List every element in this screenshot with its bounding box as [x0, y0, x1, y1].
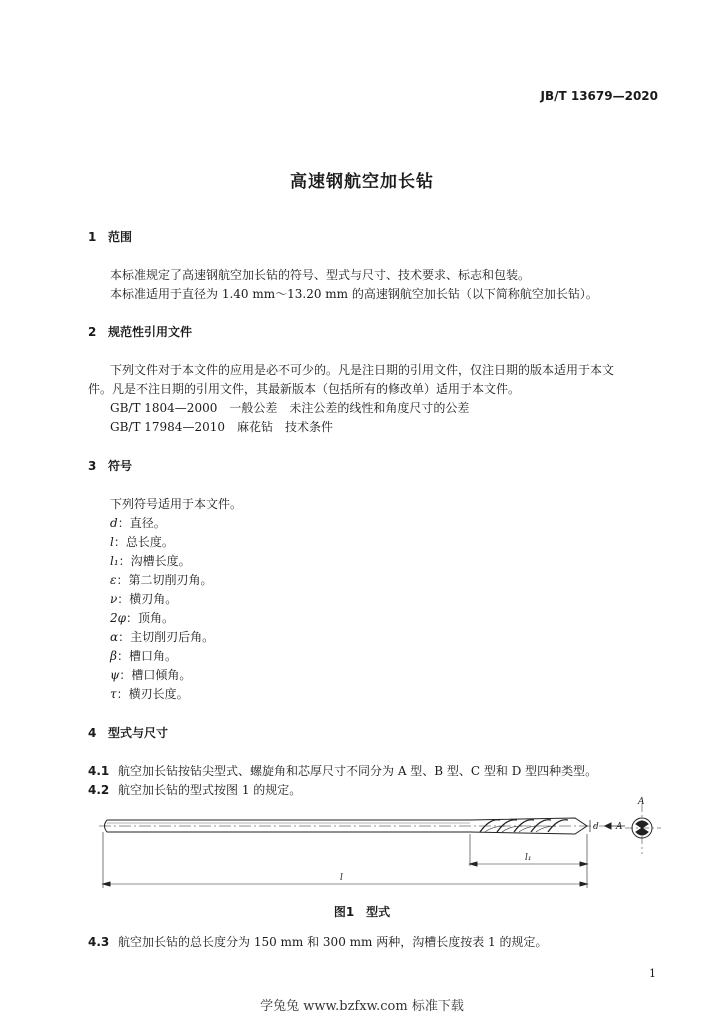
label-l: l [340, 873, 343, 883]
watermark-footer: 学兔兔 www.bzfxw.com 标准下载 [260, 999, 464, 1014]
symbol: 2φ [110, 611, 127, 625]
symbol-item [110, 533, 174, 550]
clause-number: 4.3 [88, 935, 110, 949]
symbol-description: ：横刃角。 [117, 592, 178, 606]
symbol: l₁ [110, 554, 119, 568]
paragraph: 本标准适用于直径为 1.40 mm～13.20 mm 的高速钢航空加长钻（以下简称航空加长钻）。 [110, 287, 598, 301]
clause-4-3 [88, 933, 547, 950]
drill-flute-shading [485, 826, 556, 832]
section-title: 型式与尺寸 [108, 726, 169, 740]
symbol-item [110, 609, 174, 626]
label-l1: l₁ [525, 853, 532, 863]
section-number: 4 [88, 726, 97, 740]
label-section-a: A [616, 822, 623, 832]
section-heading-symbols [88, 457, 132, 474]
symbol: l [110, 535, 114, 549]
clause-number: 4.1 [88, 764, 110, 778]
page-number: 1 [649, 967, 656, 980]
symbol-item [110, 552, 191, 569]
end-view-flute [636, 821, 648, 828]
symbol: ε [110, 573, 117, 587]
symbol: τ [110, 687, 117, 701]
section-title: 规范性引用文件 [108, 325, 193, 339]
document-title: 高速钢航空加长钻 [290, 172, 434, 192]
symbol-description: ：沟槽长度。 [118, 554, 191, 568]
symbol-description: ：第二切削刃角。 [116, 573, 213, 587]
symbol: ψ [110, 668, 120, 682]
reference-item: GB/T 1804—2000 一般公差 未注公差的线性和角度尺寸的公差 [110, 401, 470, 415]
section-title: 符号 [108, 459, 133, 473]
section-number: 2 [88, 325, 97, 339]
clause-number: 4.2 [88, 783, 110, 797]
symbol-item [110, 666, 191, 683]
symbol-description: ：横刃长度。 [116, 687, 189, 701]
paragraph: 下列文件对于本文件的应用是必不可少的。凡是注日期的引用文件，仅注日期的版本适用于本文 [110, 363, 615, 377]
clause-text: 航空加长钻的型式按图 1 的规定。 [118, 783, 302, 797]
section-arrowhead [605, 823, 611, 829]
symbol: α [110, 630, 119, 644]
symbol-description: ：总长度。 [113, 535, 174, 549]
section-number: 1 [88, 230, 97, 244]
clause-text: 航空加长钻按钻尖型式、螺旋角和芯厚尺寸不同分为 A 型、B 型、C 型和 D 型四种类型。 [118, 764, 598, 778]
section-heading-type-and-dimensions [88, 724, 168, 741]
symbol-item [110, 685, 189, 702]
clause-text: 航空加长钻的总长度分为 150 mm 和 300 mm 两种，沟槽长度按表 1 的规定。 [118, 935, 548, 949]
paragraph: 本标准规定了高速钢航空加长钻的符号、型式与尺寸、技术要求、标志和包装。 [110, 268, 531, 282]
standard-number: JB/T 13679—2020 [540, 89, 658, 103]
symbol-description: ：顶角。 [126, 611, 175, 625]
figure-caption: 图1 型式 [333, 905, 391, 919]
symbol-item [110, 571, 212, 588]
symbol-description: ：槽口角。 [116, 649, 177, 663]
symbol: ν [110, 592, 118, 606]
section-number: 3 [88, 459, 97, 473]
label-d: d [593, 822, 599, 832]
section-heading-scope [88, 228, 132, 245]
symbol-description: ：直径。 [117, 516, 166, 530]
symbol-item [110, 628, 214, 645]
symbol-item [110, 514, 166, 531]
symbol: β [110, 649, 117, 663]
reference-item: GB/T 17984—2010 麻花钻 技术条件 [110, 420, 333, 434]
paragraph-continuation: 件。凡是不注日期的引用文件，其最新版本（包括所有的修改单）适用于本文件。 [88, 382, 521, 396]
symbol-description: ：主切削刃后角。 [118, 630, 215, 644]
drill-drawing [95, 796, 665, 896]
symbol: d [110, 516, 118, 530]
label-view-a: A [638, 797, 645, 807]
section-title: 范围 [108, 230, 133, 244]
section-heading-normative-references [88, 323, 192, 340]
clause-4-1 [88, 762, 597, 779]
symbol-description: ：槽口倾角。 [119, 668, 192, 682]
paragraph: 下列符号适用于本文件。 [110, 497, 243, 511]
symbol-item [110, 647, 177, 664]
symbol-item [110, 590, 177, 607]
end-view-flute [636, 828, 648, 835]
